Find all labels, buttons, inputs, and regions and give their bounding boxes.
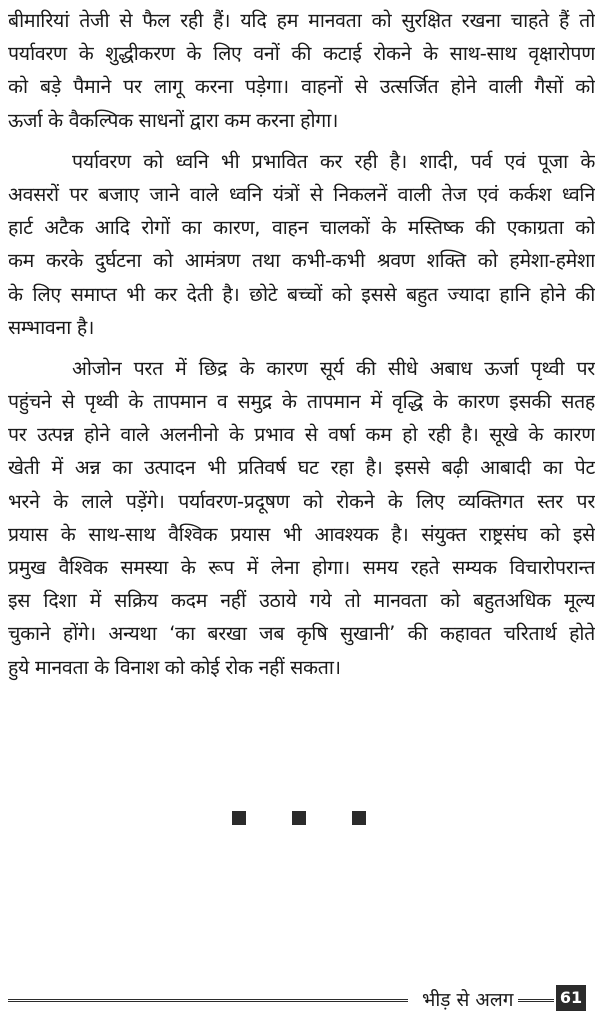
text-line: को बड़े पैमाने पर लागू करना पड़ेगा। वाहनों से उत्सर्जित होने वाली गैसों को xyxy=(8,75,595,99)
text-line: पहुंचने से पृथ्वी के तापमान व समुद्र के तापमान में वृद्धि के कारण इसकी सतह xyxy=(8,390,595,414)
footer-rule xyxy=(8,999,408,1004)
text-line: खेती में अन्न का उत्पादन भी प्रतिवर्ष घट रहा है। इससे बढ़ी आबादी का पेट xyxy=(8,456,595,480)
page-footer xyxy=(0,985,603,1015)
paragraph-2 xyxy=(8,145,595,344)
text-line: इस दिशा में सक्रिय कदम नहीं उठाये गये तो मानवता को बहुतअधिक मूल्य xyxy=(8,589,595,613)
text-line: पर उत्पन्न होने वाले अलनीनो के प्रभाव से वर्षा कम हो रही है। सूखे के कारण xyxy=(8,423,595,447)
text-line: भरने के लाले पड़ेंगे। पर्यावरण-प्रदूषण को रोकने के लिए व्यक्तिगत स्तर पर xyxy=(8,489,595,513)
text-line: ऊर्जा के वैकल्पिक साधनों द्वारा कम करना होगा। xyxy=(8,108,339,132)
text-line: हार्ट अटैक आदि रोगों का कारण, वाहन चालकों के मस्तिष्क की एकाग्रता को xyxy=(8,216,595,240)
paragraph-1 xyxy=(8,4,595,137)
text-line: प्रयास के साथ-साथ वैश्विक प्रयास भी आवश्यक है। संयुक्त राष्ट्रसंघ को इसे xyxy=(8,522,595,546)
page-number: 61 xyxy=(556,985,586,1011)
body-text xyxy=(8,4,595,684)
text-line: सम्भावना है। xyxy=(8,315,95,339)
square-ornament-icon xyxy=(292,811,306,825)
paragraph-3 xyxy=(8,352,595,684)
text-line: कम करके दुर्घटना को आमंत्रण तथा कभी-कभी श्रवण शक्ति को हमेशा-हमेशा xyxy=(8,249,595,273)
text-line: पर्यावरण को ध्वनि भी प्रभावित कर रही है। शादी, पर्व एवं पूजा के xyxy=(72,149,595,173)
text-line: पर्यावरण के शुद्धीकरण के लिए वनों की कटाई रोकने के साथ-साथ वृक्षारोपण xyxy=(8,42,595,66)
section-separator xyxy=(0,811,603,827)
text-line: चुकाने होंगे। अन्यथा ‘का बरखा जब कृषि सुखानी’ की कहावत चरितार्थ होते xyxy=(8,622,595,646)
text-line: के लिए समाप्त भी कर देती है। छोटे बच्चों को इससे बहुत ज्यादा हानि होने की xyxy=(8,282,595,306)
text-line: बीमारियां तेजी से फैल रही हैं। यदि हम मानवता को सुरक्षित रखना चाहते हैं तो xyxy=(8,9,595,32)
footer-rule xyxy=(518,999,554,1004)
square-ornament-icon xyxy=(352,811,366,825)
text-line: अवसरों पर बजाए जाने वाले ध्वनि यंत्रों से निकलनें वाली तेज एवं कर्कश ध्वनि xyxy=(8,182,595,206)
book-title: भीड़ से अलग xyxy=(422,989,514,1011)
text-line: हुये मानवता के विनाश को कोई रोक नहीं सकता। xyxy=(8,655,341,679)
text-line: प्रमुख वैश्विक समस्या के रूप में लेना होगा। समय रहते सम्यक विचारोपरान्त xyxy=(8,556,595,579)
square-ornament-icon xyxy=(232,811,246,825)
text-line: ओजोन परत में छिद्र के कारण सूर्य की सीधे अबाध ऊर्जा पृथ्वी पर xyxy=(72,356,595,380)
